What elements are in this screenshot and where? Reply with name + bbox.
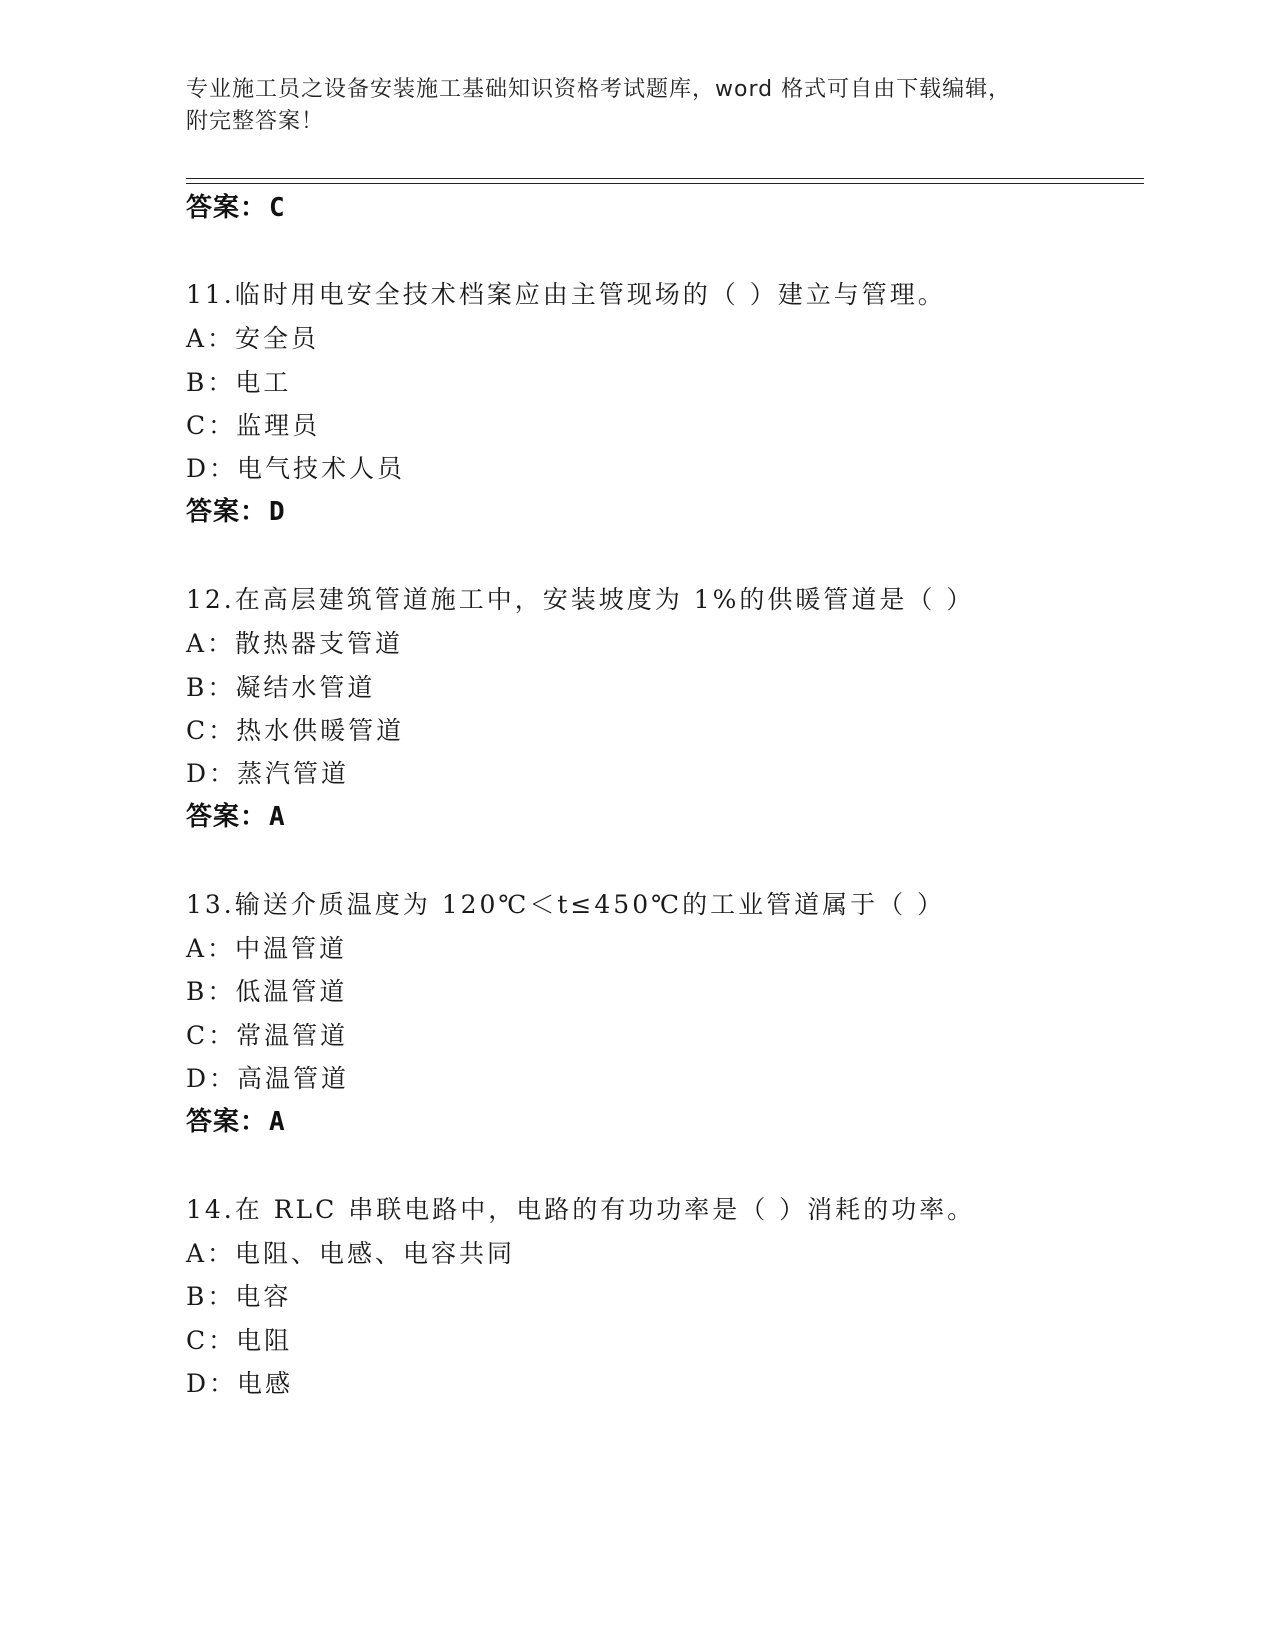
- question-13-option-b: B：低温管道: [186, 977, 348, 1006]
- question-13-option-d: D：高温管道: [186, 1064, 350, 1093]
- question-14-stem: 14.在 RLC 串联电路中，电路的有功功率是（ ）消耗的功率。: [186, 1195, 976, 1224]
- answer-label: 答案：: [186, 497, 268, 527]
- answer-value: A: [269, 802, 286, 832]
- question-13-option-c: C：常温管道: [186, 1021, 349, 1050]
- question-11-option-c: C：监理员: [186, 411, 321, 440]
- question-14-option-d: D：电感: [186, 1369, 294, 1398]
- answer-label: 答案：: [186, 193, 268, 223]
- question-14-option-a: A：电阻、电感、电容共同: [186, 1239, 516, 1268]
- question-12-option-a: A：散热器支管道: [186, 629, 404, 658]
- header-line-1: 专业施工员之设备安装施工基础知识资格考试题库，word 格式可自由下载编辑，: [186, 77, 1012, 102]
- question-12-option-c: C：热水供暖管道: [186, 716, 405, 745]
- question-14-option-b: B：电容: [186, 1282, 292, 1311]
- question-12-stem: 12.在高层建筑管道施工中，安装坡度为 1%的供暖管道是（ ）: [186, 585, 975, 614]
- question-13-stem: 13.输送介质温度为 120℃＜t≤450℃的工业管道属于（ ）: [186, 890, 946, 919]
- header-divider-bottom: [186, 183, 1144, 184]
- question-14-option-c: C：电阻: [186, 1326, 293, 1355]
- question-11-option-b: B：电工: [186, 368, 292, 397]
- answer-label: 答案：: [186, 802, 268, 832]
- question-12-answer: [186, 799, 286, 835]
- question-12-option-d: D：蒸汽管道: [186, 759, 350, 788]
- question-13-option-a: A：中温管道: [186, 934, 348, 963]
- answer-value: A: [269, 1107, 286, 1137]
- question-13-answer: [186, 1104, 286, 1140]
- question-11-stem: 11.临时用电安全技术档案应由主管现场的（ ）建立与管理。: [186, 280, 946, 309]
- question-11-answer: [186, 494, 286, 530]
- question-11-option-d: D：电气技术人员: [186, 454, 406, 483]
- answer-value: C: [269, 193, 286, 223]
- document-header: [186, 74, 1066, 138]
- answer-label: 答案：: [186, 1107, 268, 1137]
- answer-previous: [186, 190, 286, 226]
- question-11-option-a: A：安全员: [186, 324, 320, 353]
- header-divider-top: [186, 178, 1144, 179]
- question-12-option-b: B：凝结水管道: [186, 673, 376, 702]
- answer-value: D: [269, 497, 286, 527]
- header-line-2: 附完整答案！: [186, 109, 325, 134]
